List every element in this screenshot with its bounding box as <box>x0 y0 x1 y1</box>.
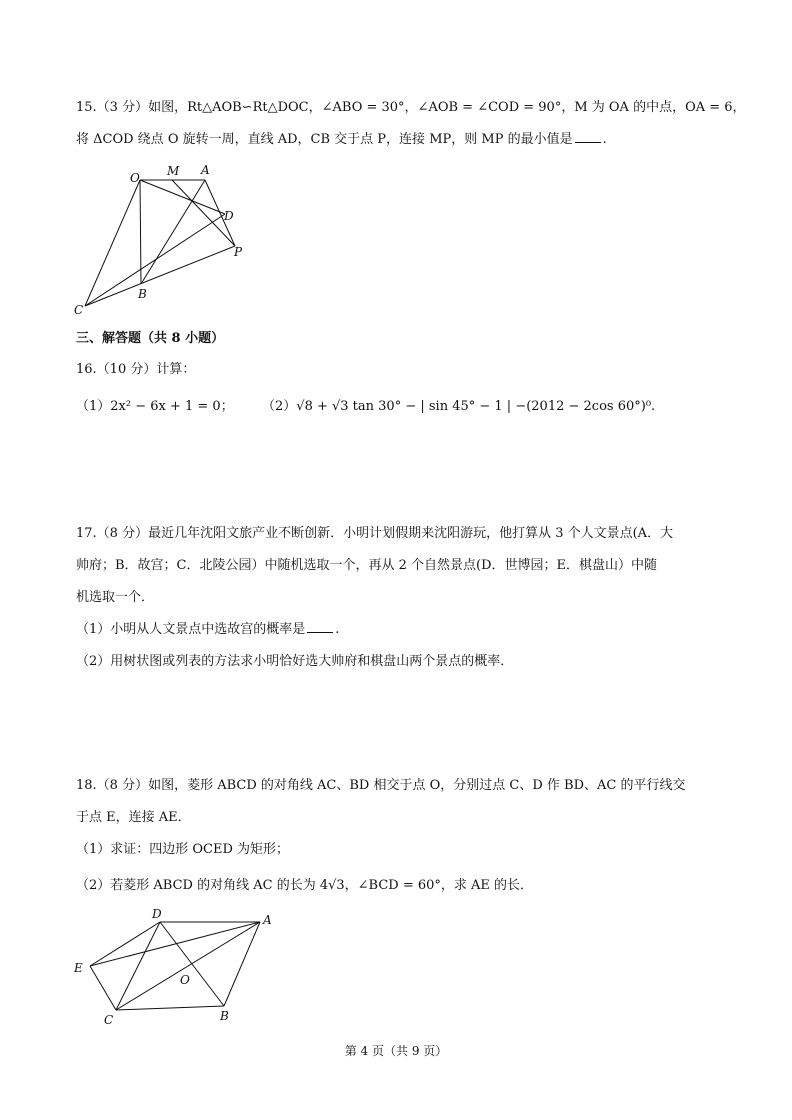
q18-part1: （1）求证：四边形 OCED 为矩形； <box>76 842 290 857</box>
q15-line1: 15.（3 分）如图，Rt△AOB∽Rt△DOC，∠ABO = 30°，∠AOB = ∠COD = 90°，M 为 OA 的中点，OA = 6， <box>76 100 746 115</box>
q17-part1-text: （1）小明从人文景点中选故宫的概率是 <box>76 622 306 637</box>
q18-part2: （2）若菱形 ABCD 的对角线 AC 的长为 4√3，∠BCD = 60°，求 AE 的长． <box>76 878 534 893</box>
q15-label-B: B <box>138 287 147 301</box>
q17-answer-blank <box>307 620 333 633</box>
q18-seg-AB <box>224 922 260 1006</box>
q15-label-O: O <box>130 171 140 185</box>
q17-line2: 帅府；B．故宫；C．北陵公园）中随机选取一个，再从 2 个自然景点(D．世博园；E．棋盘山）中随 <box>76 558 658 573</box>
q16-title: 16.（10 分）计算： <box>76 362 196 377</box>
q15-line2-text: 将 ΔCOD 绕点 O 旋转一周，直线 AD，CB 交于点 P，连接 MP，则 MP 的最小值是 <box>76 132 573 147</box>
q18-label-C: C <box>104 1013 114 1027</box>
q18-seg-BC <box>116 1006 224 1010</box>
q16-part2-prefix: （2） <box>262 399 297 414</box>
q15-seg-AB <box>141 180 205 284</box>
q17-part1 <box>76 620 339 640</box>
q18-label-E: E <box>74 961 83 975</box>
q18-line2: 于点 E，连接 AE． <box>76 810 191 825</box>
q18-label-A: A <box>263 913 272 927</box>
q18-seg-EC <box>90 966 116 1010</box>
q18-line1: 18.（8 分）如图，菱形 ABCD 的对角线 AC、BD 相交于点 O，分别过点 C、D 作 BD、AC 的平行线交 <box>76 778 686 793</box>
section3-title: 三、解答题（共 8 小题） <box>76 331 225 346</box>
q15-seg-DC <box>85 214 225 306</box>
q18-label-O: O <box>180 973 190 987</box>
page-footer: 第 4 页（共 9 页） <box>344 1044 448 1058</box>
q16-part2 <box>262 397 655 417</box>
q15-label-A: A <box>201 163 210 177</box>
q17-line3: 机选取一个． <box>76 590 155 605</box>
q16-part1: （1）2x² − 6x + 1 = 0； <box>76 399 234 414</box>
q15-label-C: C <box>74 303 84 317</box>
q15-label-P: P <box>234 245 243 259</box>
q15-line2 <box>76 130 607 150</box>
q18-label-B: B <box>220 1009 229 1023</box>
q15-label-D: D <box>224 209 234 223</box>
q18-seg-EA <box>90 922 260 966</box>
q17-part1-end: . <box>335 622 340 637</box>
q18-figure <box>70 906 280 1030</box>
q15-figure <box>72 162 262 320</box>
q15-seg-OB <box>140 180 141 284</box>
q16-part2-expr: √8 + √3 tan 30° − | sin 45° − 1 | −(2012 − 2cos 60°)⁰. <box>296 399 656 414</box>
q17-part2: （2）用树状图或列表的方法求小明恰好选大帅府和棋盘山两个景点的概率． <box>76 654 514 669</box>
q15-answer-blank <box>575 130 601 143</box>
q15-label-M: M <box>167 164 180 178</box>
q15-line2-end: . <box>602 132 607 147</box>
q18-label-D: D <box>152 907 162 921</box>
q17-line1: 17.（8 分）最近几年沈阳文旅产业不断创新．小明计划假期来沈阳游玩，他打算从 3 个人文景点(A．大 <box>76 526 674 541</box>
